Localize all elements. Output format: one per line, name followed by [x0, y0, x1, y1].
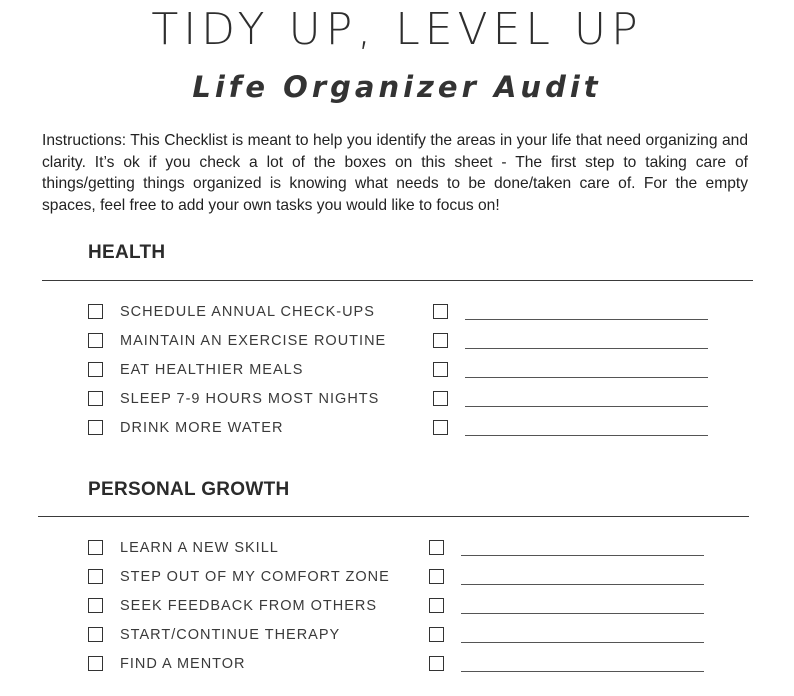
checklist-item-label: EAT HEALTHIER MEALS [120, 362, 304, 378]
checklist-item-label: SEEK FEEDBACK FROM OTHERS [120, 598, 378, 614]
checklist-item-label: DRINK MORE WATER [120, 420, 284, 436]
checklist-row [0, 539, 794, 559]
page-title: TIDY UP, LEVEL UP [151, 4, 643, 55]
custom-task-checkbox[interactable] [429, 627, 444, 642]
checklist-item-label: FIND A MENTOR [120, 656, 246, 672]
custom-task-blank-line[interactable] [465, 348, 708, 349]
custom-task-blank-line[interactable] [461, 555, 704, 556]
checklist-row [0, 419, 794, 439]
instructions-text: Instructions: This Checklist is meant to help you identify the areas in your life that need organizing and clarity. It’s ok if you check a lot of the boxes on this sheet - The first step to taking care of things/getting things organized is knowing what needs to be done/taken care of. For the empty spaces, feel free to add your own tasks you would like to focus on! [42, 132, 748, 214]
checkbox[interactable] [88, 420, 103, 435]
custom-task-checkbox[interactable] [429, 540, 444, 555]
checkbox[interactable] [88, 598, 103, 613]
custom-task-checkbox[interactable] [429, 656, 444, 671]
custom-task-checkbox[interactable] [433, 333, 448, 348]
section-divider [42, 280, 753, 281]
checklist-row [0, 655, 794, 675]
custom-task-blank-line[interactable] [461, 642, 704, 643]
custom-task-checkbox[interactable] [433, 362, 448, 377]
section-heading-personal-growth: PERSONAL GROWTH [88, 479, 290, 500]
checkbox[interactable] [88, 656, 103, 671]
custom-task-blank-line[interactable] [461, 613, 704, 614]
custom-task-checkbox[interactable] [433, 391, 448, 406]
custom-task-blank-line[interactable] [461, 671, 704, 672]
custom-task-checkbox[interactable] [429, 598, 444, 613]
section-divider [38, 516, 749, 517]
custom-task-checkbox[interactable] [433, 304, 448, 319]
checklist-item-label: START/CONTINUE THERAPY [120, 627, 341, 643]
custom-task-blank-line[interactable] [465, 406, 708, 407]
checklist-row [0, 597, 794, 617]
checklist-row [0, 303, 794, 323]
checklist-item-label: SLEEP 7-9 HOURS MOST NIGHTS [120, 391, 380, 407]
custom-task-blank-line[interactable] [465, 319, 708, 320]
checklist-row [0, 361, 794, 381]
checklist-item-label: SCHEDULE ANNUAL CHECK-UPS [120, 304, 375, 320]
checklist-row [0, 390, 794, 410]
checklist-item-label: STEP OUT OF MY COMFORT ZONE [120, 569, 390, 585]
checkbox[interactable] [88, 304, 103, 319]
page-subtitle: Life Organizer Audit [192, 70, 602, 104]
checkbox[interactable] [88, 362, 103, 377]
checkbox[interactable] [88, 627, 103, 642]
custom-task-blank-line[interactable] [465, 435, 708, 436]
checkbox[interactable] [88, 540, 103, 555]
section-heading-health: HEALTH [88, 242, 166, 263]
custom-task-checkbox[interactable] [433, 420, 448, 435]
custom-task-blank-line[interactable] [465, 377, 708, 378]
custom-task-checkbox[interactable] [429, 569, 444, 584]
checklist-item-label: MAINTAIN AN EXERCISE ROUTINE [120, 333, 387, 349]
checklist-row [0, 568, 794, 588]
checkbox[interactable] [88, 333, 103, 348]
checklist-row [0, 332, 794, 352]
checkbox[interactable] [88, 569, 103, 584]
checkbox[interactable] [88, 391, 103, 406]
custom-task-blank-line[interactable] [461, 584, 704, 585]
checklist-row [0, 626, 794, 646]
checklist-item-label: LEARN A NEW SKILL [120, 540, 279, 556]
